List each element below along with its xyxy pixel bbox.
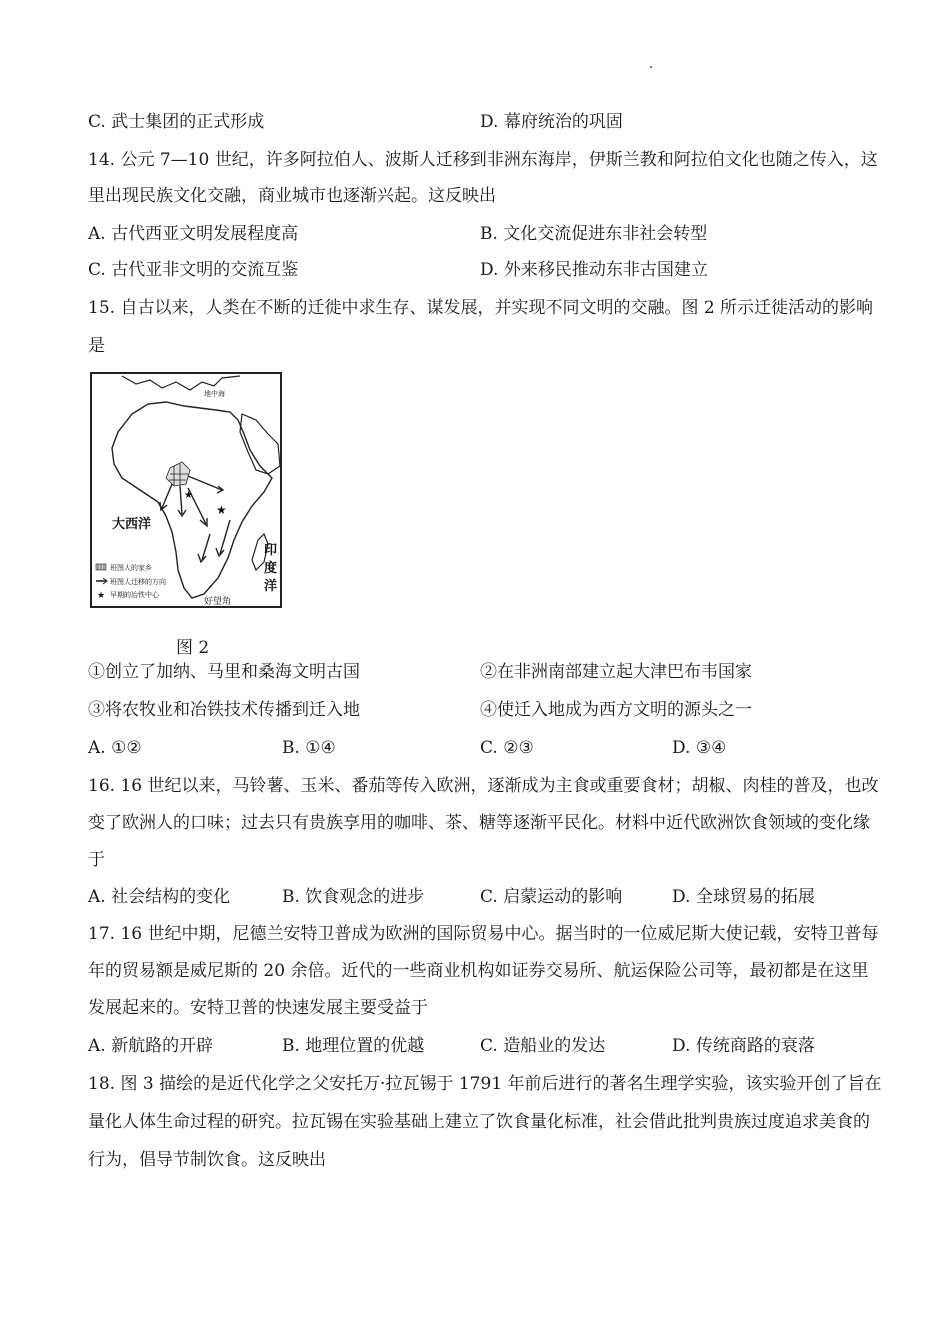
legend-direction: 班图人迁移的方向 bbox=[110, 578, 166, 586]
cape-label: 好望角 bbox=[204, 597, 232, 606]
q17-stem-line3: 发展起来的。安特卫普的快速发展主要受益于 bbox=[88, 998, 428, 1018]
q16-option-b: B. 饮食观念的进步 bbox=[282, 887, 425, 907]
sea-label: 地中海 bbox=[204, 390, 225, 398]
q17-option-b: B. 地理位置的优越 bbox=[282, 1036, 425, 1056]
q15-statement-3: ③将农牧业和冶铁技术传播到迁入地 bbox=[88, 700, 360, 720]
q15-stem-line1: 15. 自古以来，人类在不断的迁徙中求生存、谋发展，并实现不同文明的交融。图 2 所示迁徙活动的影响 bbox=[88, 298, 874, 318]
q15-statement-1: ①创立了加纳、马里和桑海文明古国 bbox=[88, 662, 360, 682]
q16-stem-line2: 变了欧洲人的口味；过去只有贵族享用的咖啡、茶、糖等逐渐平民化。材料中近代欧洲饮食领域的变化缘 bbox=[88, 813, 870, 833]
map-legend bbox=[96, 563, 166, 601]
q15-stem-line2: 是 bbox=[88, 336, 105, 356]
q15-option-c: C. ②③ bbox=[480, 738, 534, 758]
q17-option-a: A. 新航路的开辟 bbox=[88, 1036, 214, 1056]
q14-option-a: A. 古代西亚文明发展程度高 bbox=[88, 224, 299, 244]
q14-stem-line2: 里出现民族文化交融，商业城市也逐渐兴起。这反映出 bbox=[88, 186, 496, 206]
europe-coast bbox=[122, 376, 240, 390]
q14-option-b: B. 文化交流促进东非社会转型 bbox=[480, 224, 708, 244]
q13-option-d: D. 幕府统治的巩固 bbox=[480, 112, 623, 132]
q16-option-c: C. 启蒙运动的影响 bbox=[480, 887, 623, 907]
q17-option-d: D. 传统商路的衰落 bbox=[672, 1036, 815, 1056]
iron-centre-star: ★ bbox=[184, 490, 193, 501]
q15-statement-4: ④使迁入地成为西方文明的源头之一 bbox=[480, 700, 752, 720]
iron-centre-star: ★ bbox=[216, 503, 227, 517]
q14-option-c: C. 古代亚非文明的交流互鉴 bbox=[88, 260, 299, 280]
q16-stem-line1: 16. 16 世纪以来，马铃薯、玉米、番茄等传入欧洲，逐渐成为主食或重要食材；胡椒、肉桂的普及，也改 bbox=[88, 776, 879, 796]
q18-stem-line3: 行为，倡导节制饮食。这反映出 bbox=[88, 1150, 326, 1170]
migration-arrows bbox=[160, 476, 230, 562]
q17-stem-line1: 17. 16 世纪中期，尼德兰安特卫普成为欧洲的国际贸易中心。据当时的一位威尼斯大使记载，安特卫普每 bbox=[88, 924, 879, 944]
q15-statement-2: ②在非洲南部建立起大津巴布韦国家 bbox=[480, 662, 752, 682]
legend-iron: 早期的冶铁中心 bbox=[110, 591, 159, 599]
q18-stem-line1: 18. 图 3 描绘的是近代化学之父安托万·拉瓦锡于 1791 年前后进行的著名生理学实验，该实验开创了旨在 bbox=[88, 1074, 882, 1094]
indian-ocean-label-1: 印 bbox=[264, 543, 278, 558]
legend-homeland: 班图人的家乡 bbox=[110, 564, 152, 572]
q16-option-a: A. 社会结构的变化 bbox=[88, 887, 231, 907]
figure-caption: 图 2 bbox=[176, 638, 210, 658]
bantu-homeland bbox=[166, 462, 190, 486]
q15-option-d: D. ③④ bbox=[672, 738, 727, 758]
q16-stem-line3: 于 bbox=[88, 850, 105, 870]
q17-stem-line2: 年的贸易额是威尼斯的 20 余倍。近代的一些商业机构如证券交易所、航运保险公司等，最初都是在这里 bbox=[88, 961, 869, 981]
svg-text:★: ★ bbox=[97, 591, 106, 601]
q13-option-c: C. 武士集团的正式形成 bbox=[88, 112, 265, 132]
bantu-migration-map bbox=[90, 372, 282, 608]
q16-option-d: D. 全球贸易的拓展 bbox=[672, 887, 815, 907]
scan-speck bbox=[650, 66, 652, 68]
q15-option-a: A. ①② bbox=[88, 738, 142, 758]
q14-option-d: D. 外来移民推动东非古国建立 bbox=[480, 260, 708, 280]
q15-option-b: B. ①④ bbox=[282, 738, 336, 758]
atlantic-label: 大西洋 bbox=[112, 517, 152, 532]
indian-ocean-label-2: 度 bbox=[264, 561, 278, 576]
q17-option-c: C. 造船业的发达 bbox=[480, 1036, 606, 1056]
q18-stem-line2: 量化人体生命过程的研究。拉瓦锡在实验基础上建立了饮食量化标准，社会借此批判贵族过度追求美食的 bbox=[88, 1112, 870, 1132]
indian-ocean-label-3: 洋 bbox=[264, 579, 278, 594]
q14-stem-line1: 14. 公元 7—10 世纪，许多阿拉伯人、波斯人迁移到非洲东海岸，伊斯兰教和阿拉伯文化也随之传入，这 bbox=[88, 150, 878, 170]
